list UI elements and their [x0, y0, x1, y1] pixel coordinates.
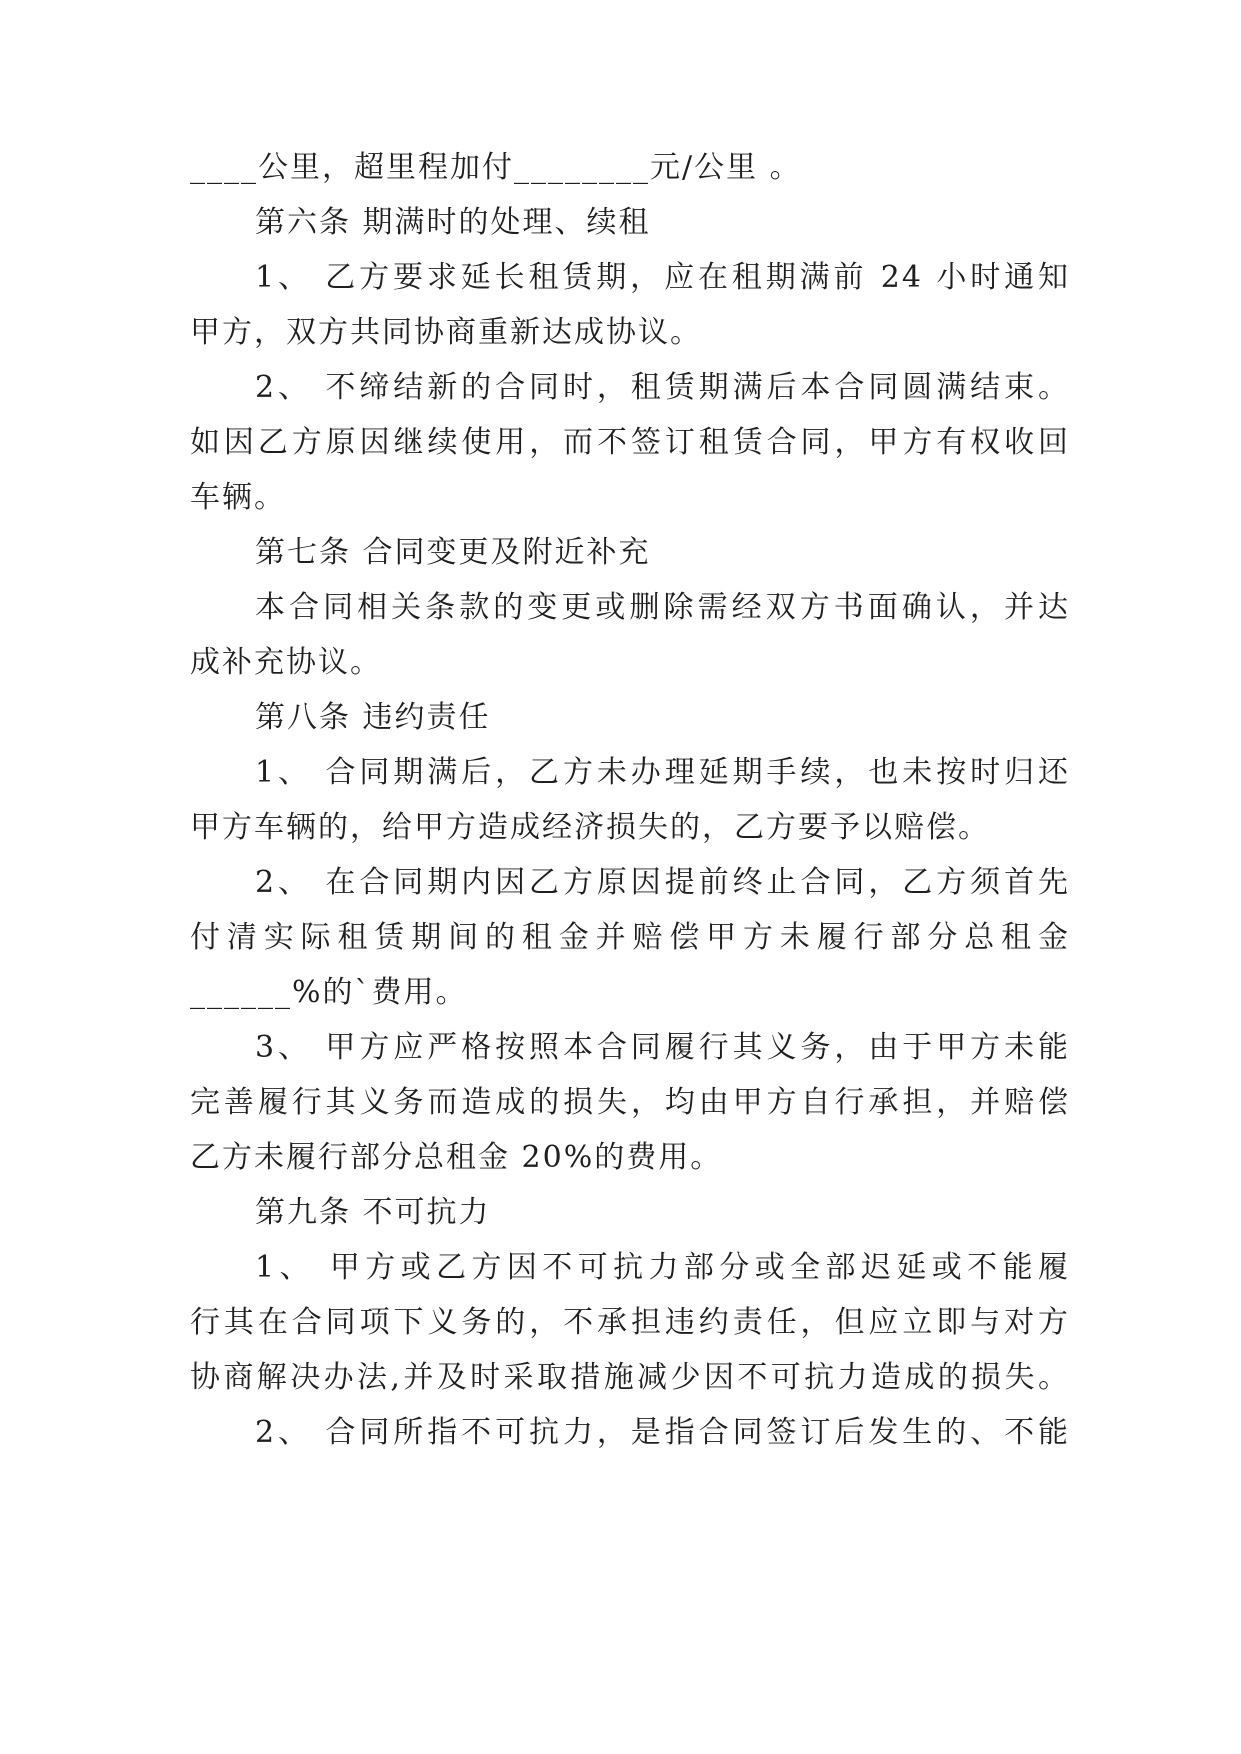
text-line: 甲方，双方共同协商重新达成协议。 [190, 315, 702, 350]
text-line: 1、 合同期满后，乙方未办理延期手续，也未按时归还 [255, 755, 1070, 790]
text-line: 乙方未履行部分总租金 20%的费用。 [190, 1140, 723, 1175]
text-line: 甲方车辆的，给甲方造成经济损失的，乙方要予以赔偿。 [190, 810, 990, 845]
text-line: 2、 合同所指不可抗力，是指合同签订后发生的、不能 [255, 1415, 1070, 1450]
article-heading: 第七条 合同变更及附近补充 [255, 535, 651, 570]
text-line: 协商解决办法,并及时采取措施减少因不可抗力造成的损失。 [190, 1360, 1070, 1395]
article-heading: 第九条 不可抗力 [255, 1195, 491, 1230]
text-line: 2、 在合同期内因乙方原因提前终止合同，乙方须首先 [255, 865, 1070, 900]
text-line: 付清实际租赁期间的租金并赔偿甲方未履行部分总租金 [190, 920, 1070, 955]
text-line: 1、 乙方要求延长租赁期，应在租期满前 24 小时通知 [255, 260, 1070, 295]
article-heading: 第六条 期满时的处理、续租 [255, 205, 651, 240]
text-line: 如因乙方原因继续使用，而不签订租赁合同，甲方有权收回 [190, 425, 1070, 460]
text-line: 3、 甲方应严格按照本合同履行其义务，由于甲方未能 [255, 1030, 1070, 1065]
text-line: 1、 甲方或乙方因不可抗力部分或全部迟延或不能履 [255, 1250, 1070, 1285]
text-line: ____公里，超里程加付________元/公里 。 [190, 150, 802, 185]
text-line: 成补充协议。 [190, 645, 382, 680]
text-line: 车辆。 [190, 480, 286, 515]
text-line: ______%的`费用。 [190, 975, 468, 1010]
text-line: 行其在合同项下义务的，不承担违约责任，但应立即与对方 [190, 1305, 1070, 1340]
text-line: 完善履行其义务而造成的损失，均由甲方自行承担，并赔偿 [190, 1085, 1070, 1120]
text-line: 2、 不缔结新的合同时，租赁期满后本合同圆满结束。 [255, 370, 1070, 405]
text-line: 本合同相关条款的变更或删除需经双方书面确认，并达 [255, 590, 1070, 625]
article-heading: 第八条 违约责任 [255, 700, 491, 735]
